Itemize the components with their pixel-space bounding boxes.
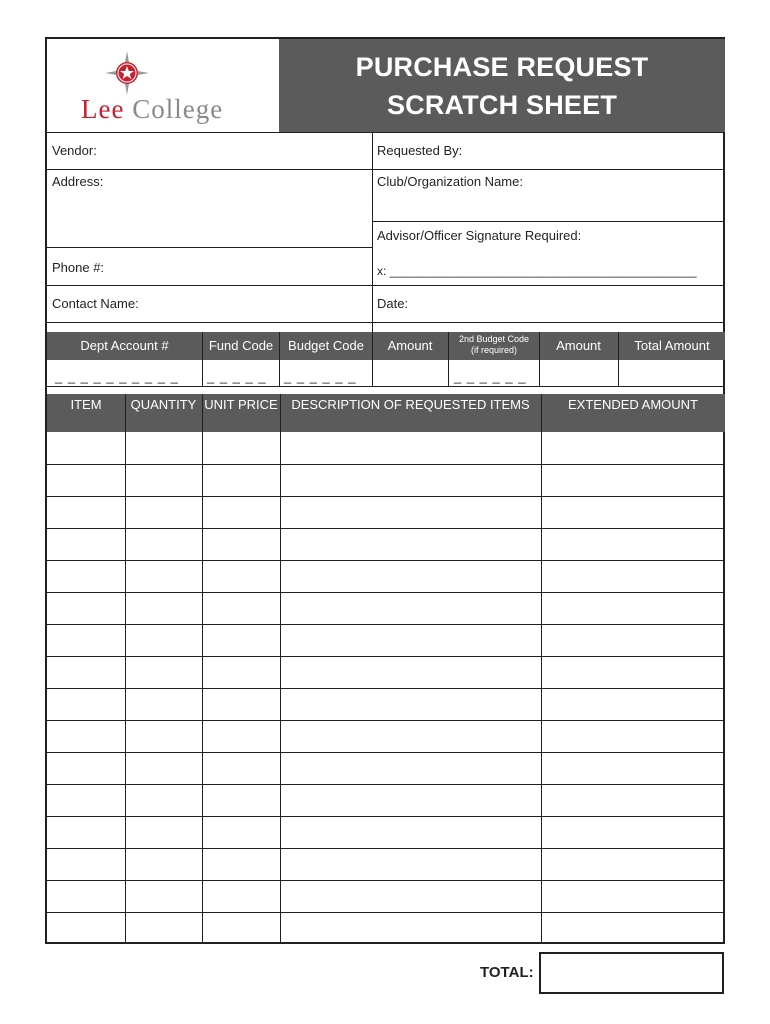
table-row[interactable] xyxy=(47,496,725,497)
budget-code-header: Budget Code xyxy=(288,338,364,353)
divider xyxy=(47,247,372,248)
table-row[interactable] xyxy=(47,560,725,561)
table-row[interactable] xyxy=(47,816,725,817)
club-org-label: Club/Organization Name: xyxy=(377,174,523,189)
divider xyxy=(47,169,725,170)
phone-label: Phone #: xyxy=(52,260,105,275)
table-row[interactable] xyxy=(47,752,725,753)
table-row[interactable] xyxy=(47,912,725,913)
table-row[interactable] xyxy=(47,624,725,625)
column-divider xyxy=(280,394,281,944)
signature-line: x: ______________________________________________ xyxy=(377,264,697,278)
dept-account-header: Dept Account # xyxy=(80,338,169,353)
fund-code-entry[interactable]: _ _ _ _ _ xyxy=(207,369,267,384)
title-banner xyxy=(279,39,725,132)
divider xyxy=(279,332,280,386)
column-divider xyxy=(125,394,126,944)
amount-2-header: Amount xyxy=(556,338,601,353)
star-compass-seal-icon xyxy=(105,51,149,95)
purchase-request-form xyxy=(45,37,725,944)
divider xyxy=(448,332,449,386)
amount-header: Amount xyxy=(387,338,433,353)
vendor-label: Vendor: xyxy=(52,143,97,158)
table-row[interactable] xyxy=(47,592,725,593)
column-divider xyxy=(541,394,542,944)
date-label: Date: xyxy=(377,296,409,311)
divider xyxy=(47,322,725,323)
divider xyxy=(47,285,725,286)
college-wordmark xyxy=(81,94,223,125)
dept-account-entry[interactable]: _ _ _ _ _ _ _ _ _ _ xyxy=(55,369,179,384)
divider xyxy=(618,332,619,386)
table-row[interactable] xyxy=(47,528,725,529)
table-row[interactable] xyxy=(47,688,725,689)
table-row[interactable] xyxy=(47,848,725,849)
column-divider xyxy=(202,394,203,944)
table-row[interactable] xyxy=(47,784,725,785)
divider xyxy=(539,332,540,386)
fund-code-header: Fund Code xyxy=(208,338,274,353)
total-label: TOTAL: xyxy=(480,964,534,981)
title-line-2: SCRATCH SHEET xyxy=(386,90,618,120)
college-name-first: Lee xyxy=(81,94,125,124)
contact-name-label: Contact Name: xyxy=(52,296,139,311)
quantity-header: QUANTITY xyxy=(130,397,197,412)
divider xyxy=(372,332,373,386)
logo-area xyxy=(47,39,279,132)
table-row[interactable] xyxy=(47,720,725,721)
budget-code-entry[interactable]: _ _ _ _ _ _ xyxy=(284,369,357,384)
requested-by-label: Requested By: xyxy=(377,143,463,158)
total-field[interactable] xyxy=(539,952,724,994)
divider xyxy=(47,386,725,387)
second-budget-code-entry[interactable]: _ _ _ _ _ _ xyxy=(454,369,527,384)
table-row[interactable] xyxy=(47,464,725,465)
divider xyxy=(47,132,725,133)
address-label: Address: xyxy=(52,174,104,189)
second-budget-code-header: 2nd Budget Code xyxy=(458,334,530,344)
divider xyxy=(372,132,373,332)
item-header: ITEM xyxy=(70,397,102,412)
description-header: DESCRIPTION OF REQUESTED ITEMS xyxy=(291,397,530,412)
divider xyxy=(202,332,203,386)
table-row[interactable] xyxy=(47,880,725,881)
if-required-note: (if required) xyxy=(470,345,517,355)
college-name-second: College xyxy=(132,94,224,124)
extended-amount-header: EXTENDED AMOUNT xyxy=(567,397,698,412)
title-line-1: PURCHASE REQUEST xyxy=(355,52,649,82)
divider xyxy=(372,221,725,222)
table-row[interactable] xyxy=(47,656,725,657)
unit-price-header: UNIT PRICE xyxy=(204,397,278,412)
total-amount-header: Total Amount xyxy=(634,338,710,353)
advisor-signature-label: Advisor/Officer Signature Required: xyxy=(377,228,582,243)
